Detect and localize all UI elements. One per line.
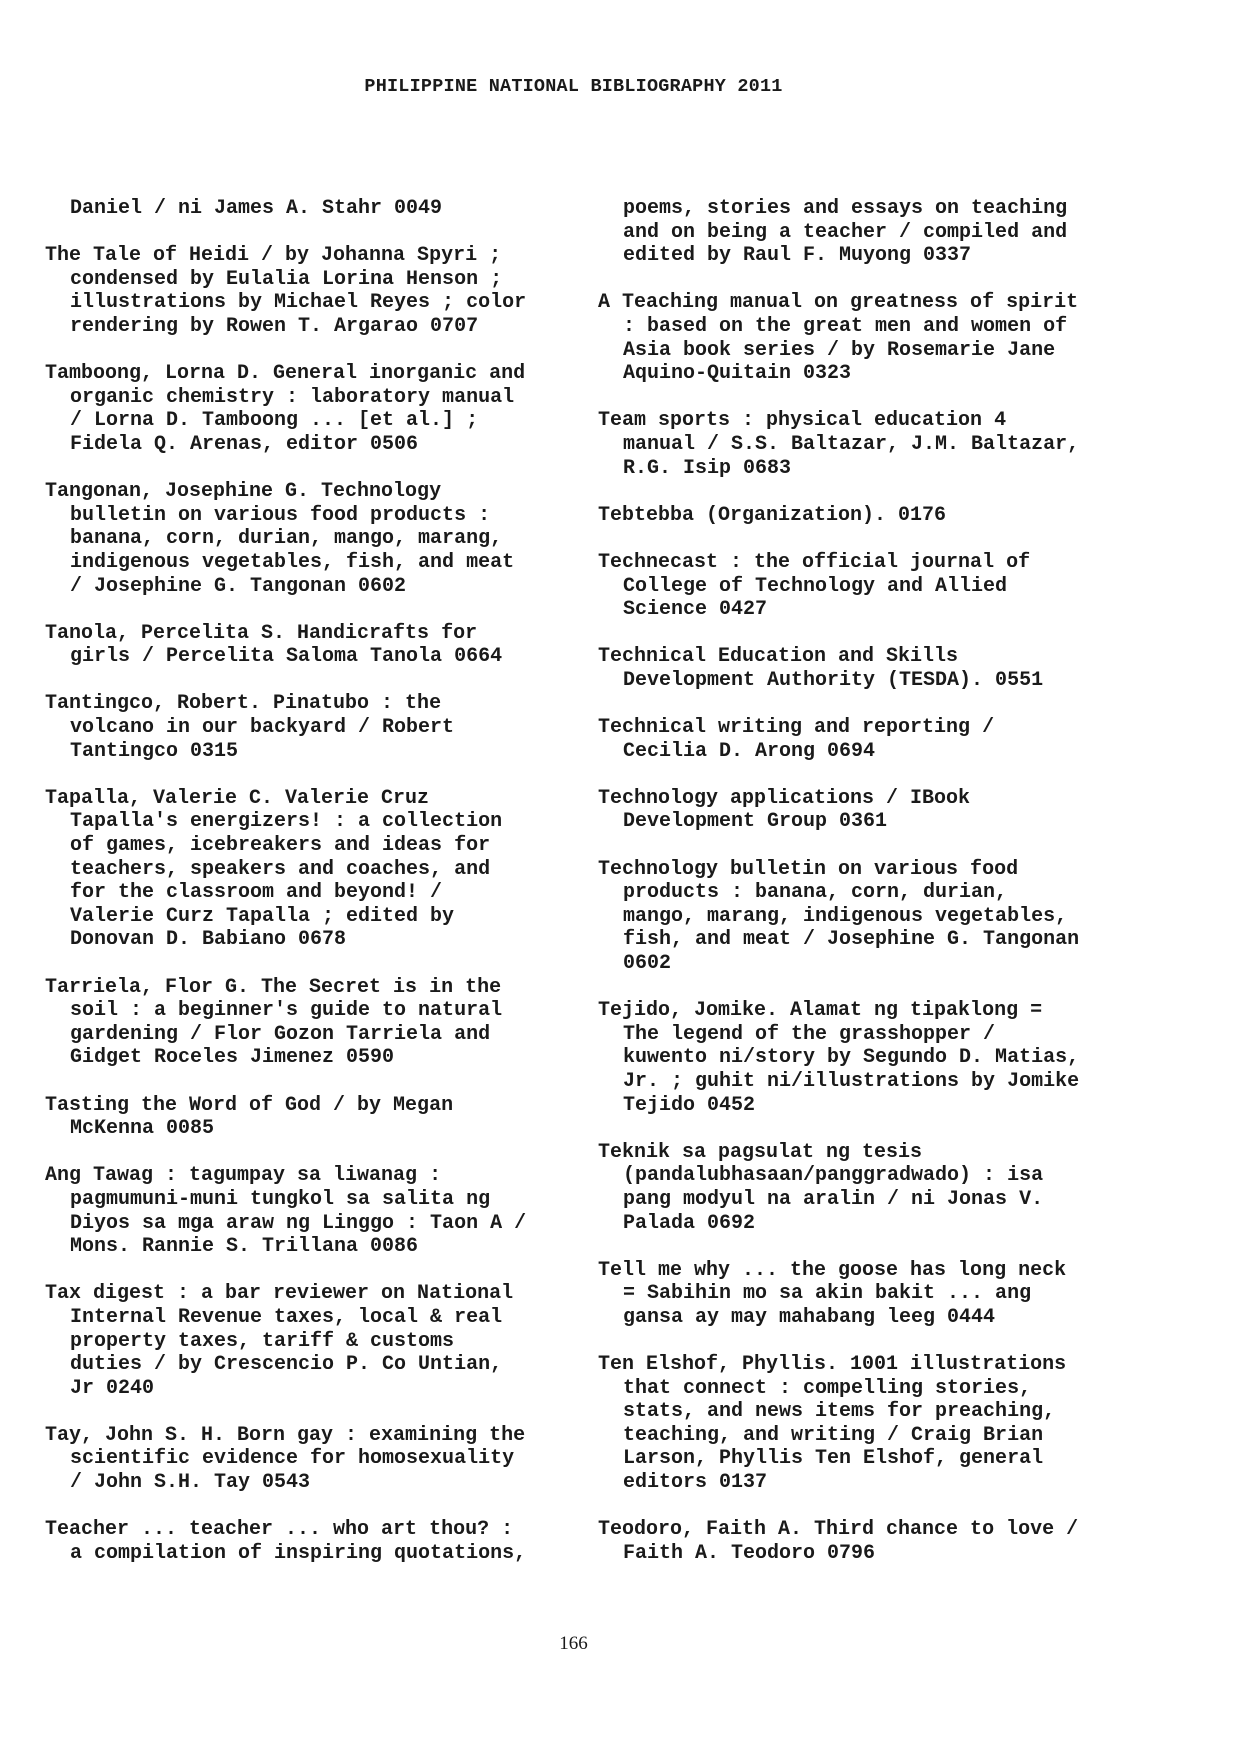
bibliography-entry: Daniel / ni James A. Stahr 0049 xyxy=(70,197,443,220)
bibliography-entry: Teodoro, Faith A. Third chance to love / Faith A. Teodoro 0796 xyxy=(598,1518,1079,1565)
bibliography-entry: A Teaching manual on greatness of spirit : based on the great men and women of Asia book series / by Rosemarie Jane Aquino-Quitain 0323 xyxy=(598,291,1079,386)
bibliography-entry: Tax digest : a bar reviewer on National Internal Revenue taxes, local & real property taxes, tariff & customs duties / by Crescencio P. Co Untian, Jr 0240 xyxy=(45,1282,514,1400)
bibliography-entry: Team sports : physical education 4 manual / S.S. Baltazar, J.M. Baltazar, R.G. Isip 0683 xyxy=(598,409,1080,480)
right-column xyxy=(598,197,1118,1589)
bibliography-entry: Technology applications / IBook Development Group 0361 xyxy=(598,786,971,834)
bibliography-entry: Tasting the Word of God / by Megan McKenna 0085 xyxy=(45,1093,454,1141)
bibliography-entry: The Tale of Heidi / by Johanna Spyri ; condensed by Eulalia Lorina Henson ; illustrations by Michael Reyes ; color rendering by Rowen T. Argarao 0707 xyxy=(45,244,527,338)
bibliography-entry: poems, stories and essays on teaching and on being a teacher / compiled and edited by Raul F. Muyong 0337 xyxy=(623,197,1068,268)
bibliography-entry: Ang Tawag : tagumpay sa liwanag : pagmumuni-muni tungkol sa salita ng Diyos sa mga araw ng Linggo : Taon A / Mons. Rannie S. Trillana 0086 xyxy=(45,1164,527,1259)
bibliography-entry: Tebtebba (Organization). 0176 xyxy=(598,503,947,527)
page-number: 166 xyxy=(559,1633,588,1654)
left-column xyxy=(45,197,565,1589)
bibliography-entry: Tanola, Percelita S. Handicrafts for girls / Percelita Saloma Tanola 0664 xyxy=(45,621,503,669)
bibliography-entry: Teacher ... teacher ... who art thou? : a compilation of inspiring quotations, xyxy=(45,1518,527,1565)
bibliography-entry: Tay, John S. H. Born gay : examining the scientific evidence for homosexuality / John S.H. Tay 0543 xyxy=(45,1423,526,1495)
bibliography-entry: Teknik sa pagsulat ng tesis (pandalubhasaan/panggradwado) : isa pang modyul na aralin / ni Jonas V. Palada 0692 xyxy=(598,1140,1044,1235)
bibliography-entry: Technology bulletin on various food products : banana, corn, durian, mango, marang, indigenous vegetables, fish, and meat / Josephine G. Tangonan 0602 xyxy=(598,857,1080,975)
bibliography-entry: Technical writing and reporting / Cecilia D. Arong 0694 xyxy=(598,716,995,763)
bibliography-entry: Ten Elshof, Phyllis. 1001 illustrations that connect : compelling stories, stats, and news items for preaching, teaching, and writing / Craig Brian Larson, Phyllis Ten Elshof, general editors 0137 xyxy=(598,1353,1067,1495)
bibliography-entry: Tarriela, Flor G. The Secret is in the soil : a beginner's guide to natural gardening / Flor Gozon Tarriela and Gidget Roceles Jimenez 0590 xyxy=(45,975,503,1070)
bibliography-entry: Technecast : the official journal of College of Technology and Allied Science 0427 xyxy=(598,550,1031,622)
bibliography-entry: Tejido, Jomike. Alamat ng tipaklong = The legend of the grasshopper / kuwento ni/story by Segundo D. Matias, Jr. ; guhit ni/illustrations by Jomike Tejido 0452 xyxy=(598,999,1080,1117)
bibliography-entry: Tangonan, Josephine G. Technology bulletin on various food products : banana, corn, durian, mango, marang, indigenous vegetables, fish, and meat / Josephine G. Tangonan 0602 xyxy=(45,480,515,598)
bibliography-entry: Tamboong, Lorna D. General inorganic and organic chemistry : laboratory manual / Lorna D. Tamboong ... [et al.] ; Fidela Q. Arenas, editor 0506 xyxy=(45,362,526,456)
bibliography-entry: Tapalla, Valerie C. Valerie Cruz Tapalla's energizers! : a collection of games, icebreakers and ideas for teachers, speakers and coaches, and for the classroom and beyond! / Valerie Curz Tapalla ; edited by Donovan D. Babiano 0678 xyxy=(45,786,503,952)
page-header-title: PHILIPPINE NATIONAL BIBLIOGRAPHY 2011 xyxy=(364,76,783,97)
bibliography-entry: Tantingco, Robert. Pinatubo : the volcano in our backyard / Robert Tantingco 0315 xyxy=(45,692,455,763)
bibliography-entry: Technical Education and Skills Development Authority (TESDA). 0551 xyxy=(598,645,1044,692)
bibliography-entry: Tell me why ... the goose has long neck = Sabihin mo sa akin bakit ... ang gansa ay may mahabang leeg 0444 xyxy=(598,1258,1067,1329)
